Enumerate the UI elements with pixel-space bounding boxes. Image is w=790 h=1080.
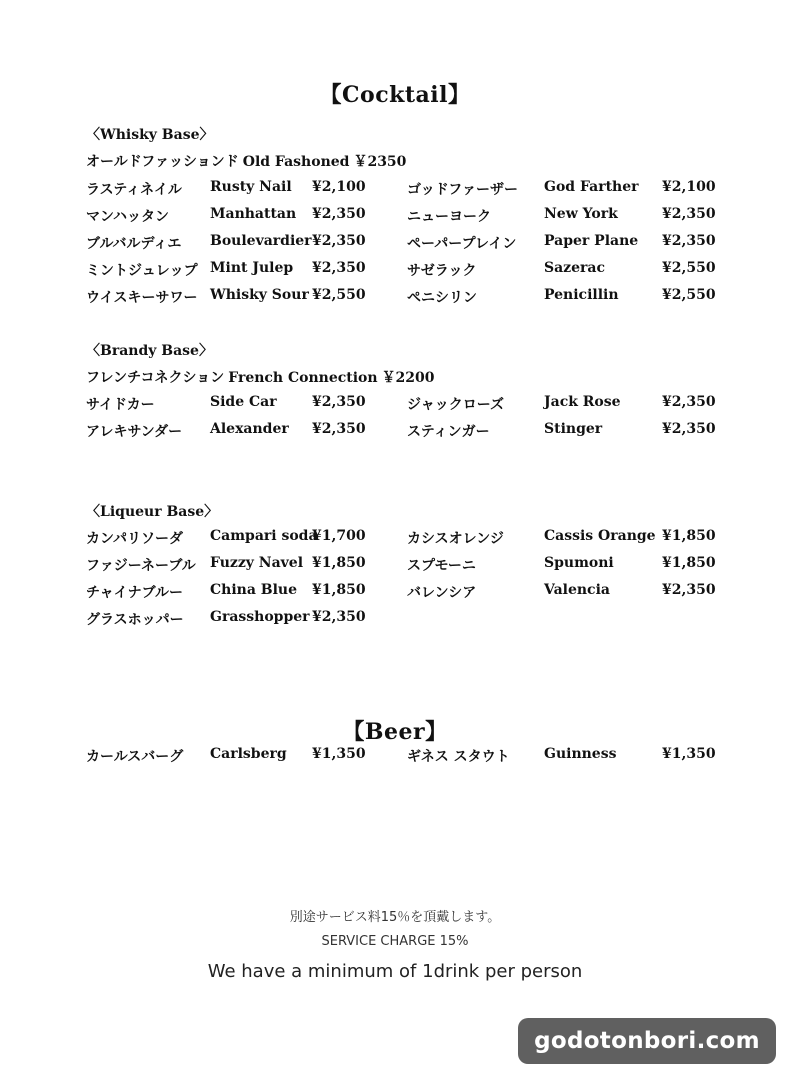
whisky-featured-item [86,151,410,171]
item-name-en: Fuzzy Navel [210,555,304,571]
item-name-en: Side Car [210,394,277,410]
item-name-en: New York [544,206,618,222]
menu-row [0,179,790,201]
service-charge-en: SERVICE CHARGE 15% [321,934,469,949]
item-price: ¥2,550 [662,287,716,303]
item-name-jp: マンハッタン [86,209,170,225]
item-price: ¥2,100 [662,179,716,195]
item-name-en: Sazerac [544,260,606,276]
item-name-jp: ペーパープレイン [407,236,517,252]
item-price: ¥1,700 [312,528,366,544]
brandy-featured-item [86,367,439,387]
item-price: ¥1,850 [662,528,716,544]
item-name-en: God Farther [544,179,639,195]
item-name-jp: スプモーニ [407,558,476,574]
item-name-jp: アレキサンダー [86,424,183,440]
item-name-en: Paper Plane [544,233,639,249]
item-name-jp: ウイスキーサワー [86,290,198,306]
item-name-jp: カールスバーグ [86,749,184,765]
whisky-base-label: 〈Whisky Base〉 [86,127,214,143]
item-name-jp: バレンシア [407,585,477,601]
menu-row [0,233,790,255]
item-name-en: Rusty Nail [210,179,292,195]
item-price: ¥2,350 [312,206,366,222]
item-name-jp: ジャックローズ [407,397,505,413]
menu-row [0,287,790,309]
item-name-en: Jack Rose [544,394,621,410]
item-price: ¥2,350 [662,394,716,410]
menu-row [0,260,790,282]
item-name-en: Stinger [544,421,603,437]
item-price: ¥2,350 [662,421,716,437]
item-name-en: Campari soda [210,528,318,544]
item-price: ¥2,350 [312,260,366,276]
menu-row [0,746,790,768]
menu-row [0,394,790,416]
item-price: ¥2,350 [312,609,366,625]
menu-row [0,528,790,550]
item-price: ¥1,850 [312,555,366,571]
item-name-en: Whisky Sour [210,287,309,303]
item-name-jp: ゴッドファーザー [407,182,519,198]
item-price: ¥2,350 [312,421,366,437]
item-name-jp: ニューヨーク [407,209,491,225]
brandy-base-label: 〈Brandy Base〉 [86,343,213,359]
item-name-jp: ファジーネーブル [86,558,196,574]
menu-row [0,609,790,631]
item-name-en: Spumoni [544,555,614,571]
item-name-en: Guinness [544,746,617,762]
item-name-en: Manhattan [210,206,297,222]
item-price: ¥1,850 [312,582,366,598]
item-name-en: Boulevardier [210,233,312,249]
item-name-jp: ギネス スタウト [407,749,510,765]
item-name-jp: サイドカー [86,397,155,413]
featured-name-en: Old Fashoned [242,154,350,170]
minimum-drink-notice: We have a minimum of 1drink per person [207,961,583,982]
item-name-jp: カシスオレンジ [407,531,504,547]
featured-name-jp: フレンチコネクション [86,370,225,386]
menu-row [0,421,790,443]
item-price: ¥2,350 [662,233,716,249]
featured-name-jp: オールドファッションド [86,154,239,170]
item-price: ¥2,350 [312,394,366,410]
item-name-jp: ラスティネイル [86,182,182,198]
item-name-jp: ペニシリン [407,290,477,306]
item-name-en: Grasshopper [210,609,310,625]
item-price: ¥2,350 [662,582,716,598]
item-name-en: Carlsberg [210,746,287,762]
item-name-jp: チャイナブルー [86,585,184,601]
menu-row [0,206,790,228]
item-price: ¥1,850 [662,555,716,571]
liqueur-base-label: 〈Liqueur Base〉 [86,504,219,520]
item-price: ¥2,350 [312,233,366,249]
item-name-en: China Blue [210,582,298,598]
item-name-jp: ブルバルディエ [86,236,182,252]
item-name-en: Cassis Orange [544,528,656,544]
item-name-en: Penicillin [544,287,619,303]
menu-row [0,555,790,577]
item-name-en: Mint Julep [210,260,294,276]
item-name-jp: サゼラック [407,263,477,279]
beer-heading: 【Beer】 [342,719,448,745]
site-watermark: godotonbori.com [518,1018,776,1064]
item-price: ¥2,100 [312,179,366,195]
item-name-jp: ミントジュレップ [86,263,198,279]
service-charge-jp: 別途サービス料15％を頂戴します。 [289,910,501,925]
menu-row [0,582,790,604]
item-name-jp: グラスホッパー [86,612,184,628]
featured-price: ￥2350 [353,154,407,170]
item-price: ¥1,350 [662,746,716,762]
cocktail-heading: 【Cocktail】 [319,82,471,108]
item-price: ¥2,550 [312,287,366,303]
item-name-jp: スティンガー [407,424,490,440]
item-name-en: Alexander [210,421,289,437]
featured-name-en: French Connection [228,370,378,386]
item-price: ¥2,350 [662,206,716,222]
featured-price: ￥2200 [381,370,435,386]
item-price: ¥2,550 [662,260,716,276]
item-name-en: Valencia [544,582,610,598]
item-price: ¥1,350 [312,746,366,762]
item-name-jp: カンパリソーダ [86,531,184,547]
